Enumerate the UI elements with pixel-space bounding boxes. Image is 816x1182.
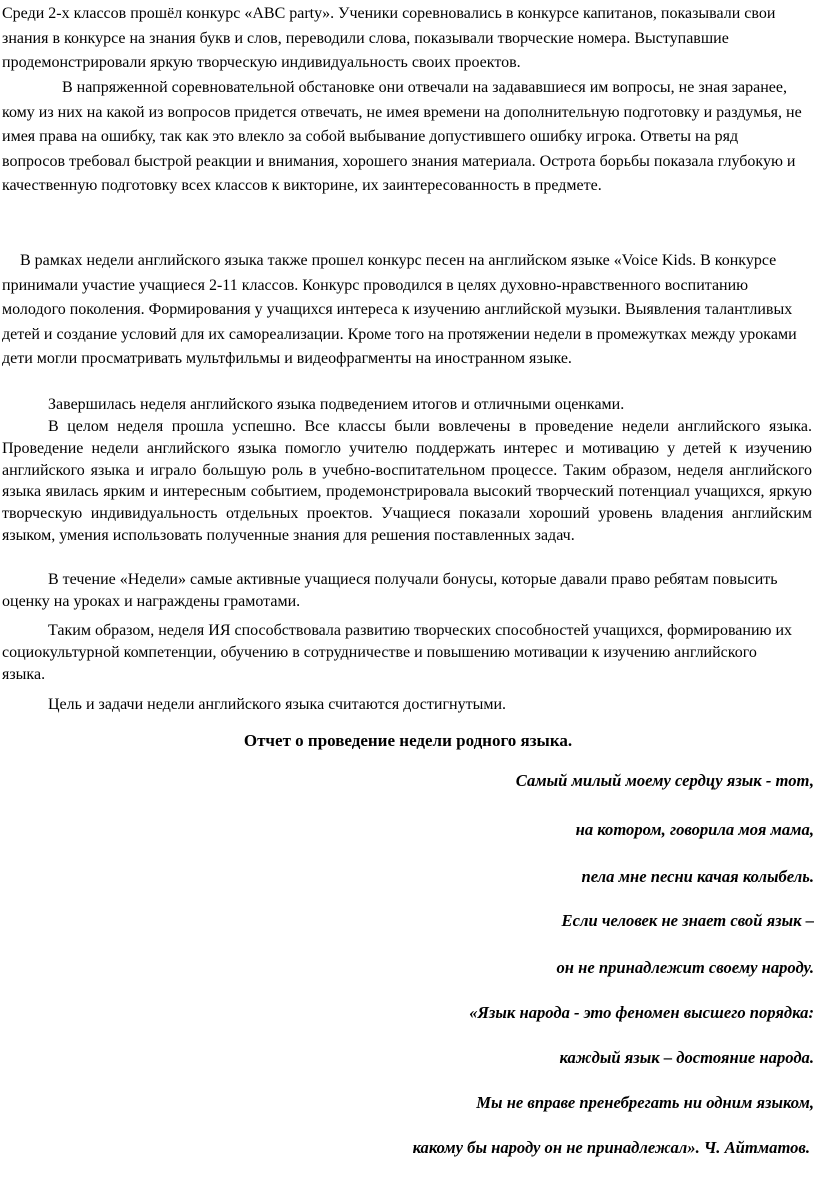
paragraph-conclusion: Таким образом, неделя ИЯ способствовала развитию творческих способностей учащихся, формированию их социокультурной компетенции, обучению в сотрудничестве и повышению мотивации к изучению английского языка. [2, 622, 793, 683]
paragraph-competition-atmosphere: В напряженной соревновательной обстановке они отвечали на задававшиеся им вопросы, не зная заранее, кому из них на какой из вопросов придется отвечать, не имея времени на дополнительную подготовку и раздумья, не имея права на ошибку, так как это влекло за собой выбывание допустившего ошибку игрока. Ответы на ряд вопросов требовал быстрой реакции и внимания, хорошего знания материала. Острота борьбы показала глубокую и качественную подготовку всех классов к викторине, их заинтересованность в предмете. [2, 79, 802, 195]
epigraph-line: «Язык народа - это феномен высшего порядка: [469, 1003, 814, 1022]
paragraph-week-conclusion: Завершилась неделя английского языка подведением итогов и отличными оценками. [48, 396, 625, 413]
epigraph-line: пела мне песни качая колыбель. [581, 867, 814, 886]
epigraph-line: Самый милый моему сердцу язык - тот, [515, 771, 814, 790]
paragraph-bonuses: В течение «Недели» самые активные учащиеся получали бонусы, которые давали право ребятам повысить оценку на уроках и награждены грамотами. [2, 571, 778, 610]
paragraph-voice-kids: В рамках недели английского языка также прошел конкурс песен на английском языке «Voice Kids. В конкурсе принимали участие учащиеся 2-11 классов. Конкурс проводился в целях духовно-нравственного воспитанию молодого поколения. Формирования у учащихся интереса к изучению английской музыки. Выявления талантливых детей и создание условий для их самореализации. Кроме того на протяжении недели в промежутках между уроками дети могли просматривать мультфильмы и видеофрагменты на иностранном языке. [2, 252, 797, 368]
epigraph-line: Если человек не знает свой язык – [561, 911, 814, 930]
epigraph-line: Мы не вправе пренебрегать ни одним языком, [476, 1093, 814, 1112]
section-title: Отчет о проведение недели родного языка. [243, 731, 573, 750]
epigraph-line: он не принадлежит своему народу. [556, 958, 814, 977]
epigraph-line: на котором, говорила моя мама, [575, 820, 814, 839]
epigraph-attribution: какому бы народу он не принадлежал». Ч. Айтматов. [412, 1138, 810, 1157]
epigraph-line: каждый язык – достояние народа. [559, 1048, 814, 1067]
paragraph-week-summary: В целом неделя прошла успешно. Все классы были вовлечены в проведение недели английского языка. Проведение недели английского языка помогло учителю поддержать интерес и мотивацию у детей к изучению английского языка и играло большую роль в учебно-воспитательном процессе. Таким образом, неделя английского языка явилась ярким и интересным событием, продемонстрировала высокий творческий потенциал учащихся, яркую творческую индивидуальность отдельных проектов. Учащиеся показали хороший уровень владения английским языком, умения использовать полученные знания для решения поставленных задач. [2, 418, 812, 544]
paragraph-goals-achieved: Цель и задачи недели английского языка считаются достигнутыми. [48, 696, 507, 713]
paragraph-abc-party: Среди 2-х классов прошёл конкурс «ABC party». Ученики соревновались в конкурсе капитанов, показывали свои знания в конкурсе на знания букв и слов, переводили слова, показывали творческие номера. Выступавшие продемонстрировали яркую творческую индивидуальность своих проектов. [2, 5, 776, 72]
